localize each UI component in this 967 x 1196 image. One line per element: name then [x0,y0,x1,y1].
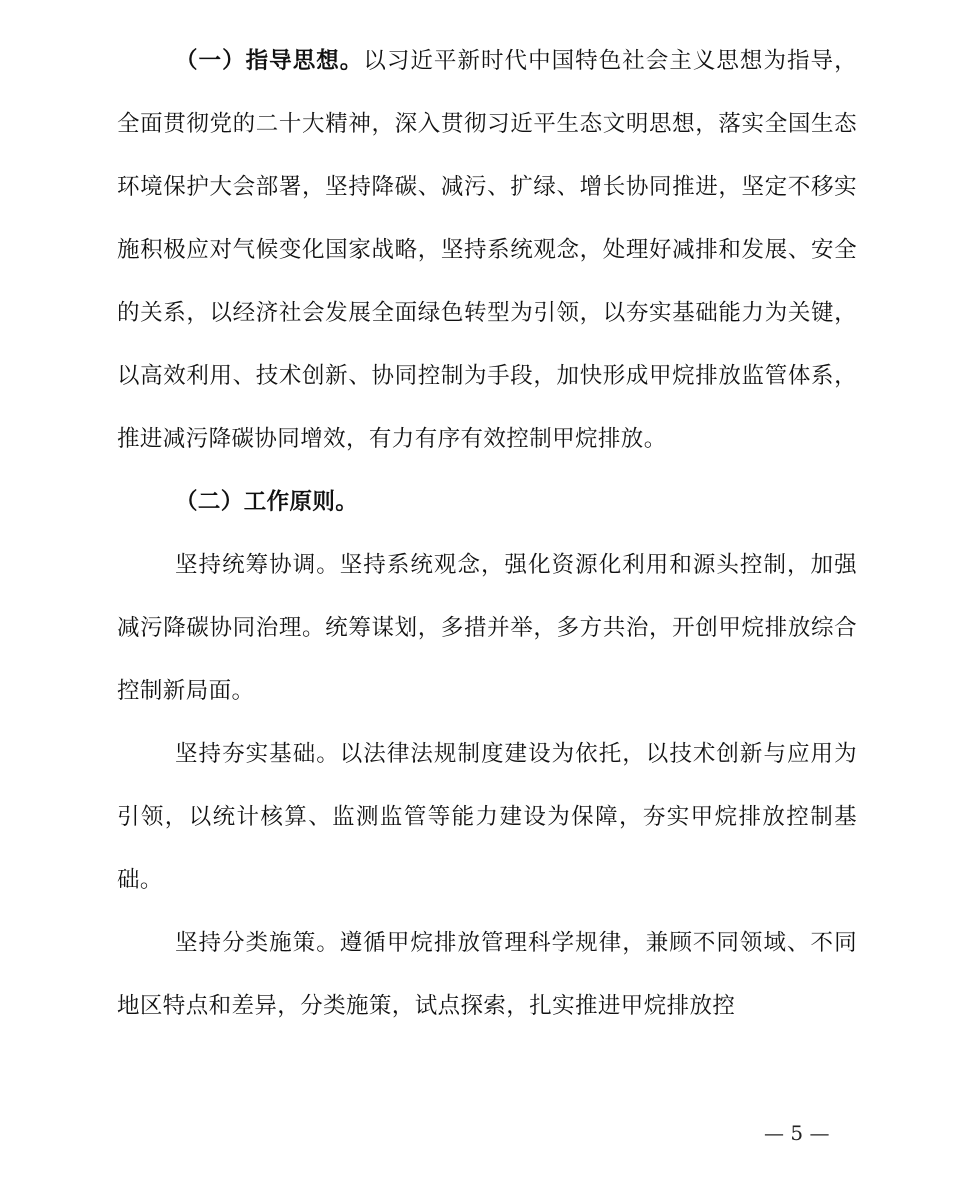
paragraph-work-principles-heading [117,471,857,534]
section-heading-guiding-ideology: （一）指导思想。 [175,48,364,74]
paragraph-principle-classification: 坚持分类施策。遵循甲烷排放管理科学规律，兼顾不同领域、不同地区特点和差异，分类施策，试点探索，扎实推进甲烷排放控 [117,930,857,1019]
page-number: — 5 — [764,1121,830,1145]
paragraph-principle-foundation: 坚持夯实基础。以法律法规制度建设为依托，以技术创新与应用为引领，以统计核算、监测监管等能力建设为保障，夯实甲烷排放控制基础。 [117,741,857,893]
paragraph-guiding-ideology [117,30,857,471]
paragraph-principle-coordination: 坚持统筹协调。坚持系统观念，强化资源化利用和源头控制，加强减污降碳协同治理。统筹谋划，多措并举，多方共治，开创甲烷排放综合控制新局面。 [117,552,857,704]
section-heading-work-principles: （二）工作原则。 [175,489,359,515]
guiding-ideology-text: 以习近平新时代中国特色社会主义思想为指导，全面贯彻党的二十大精神，深入贯彻习近平生态文明思想，落实全国生态环境保护大会部署，坚持降碳、减污、扩绿、增长协同推进，坚定不移实施积极应对气候变化国家战略，坚持系统观念，处理好减排和发展、安全的关系，以经济社会发展全面绿色转型为引领，以夯实基础能力为关键，以高效利用、技术创新、协同控制为手段，加快形成甲烷排放监管体系，推进减污降碳协同增效，有力有序有效控制甲烷排放。 [117,48,857,452]
document-body [117,30,857,1038]
